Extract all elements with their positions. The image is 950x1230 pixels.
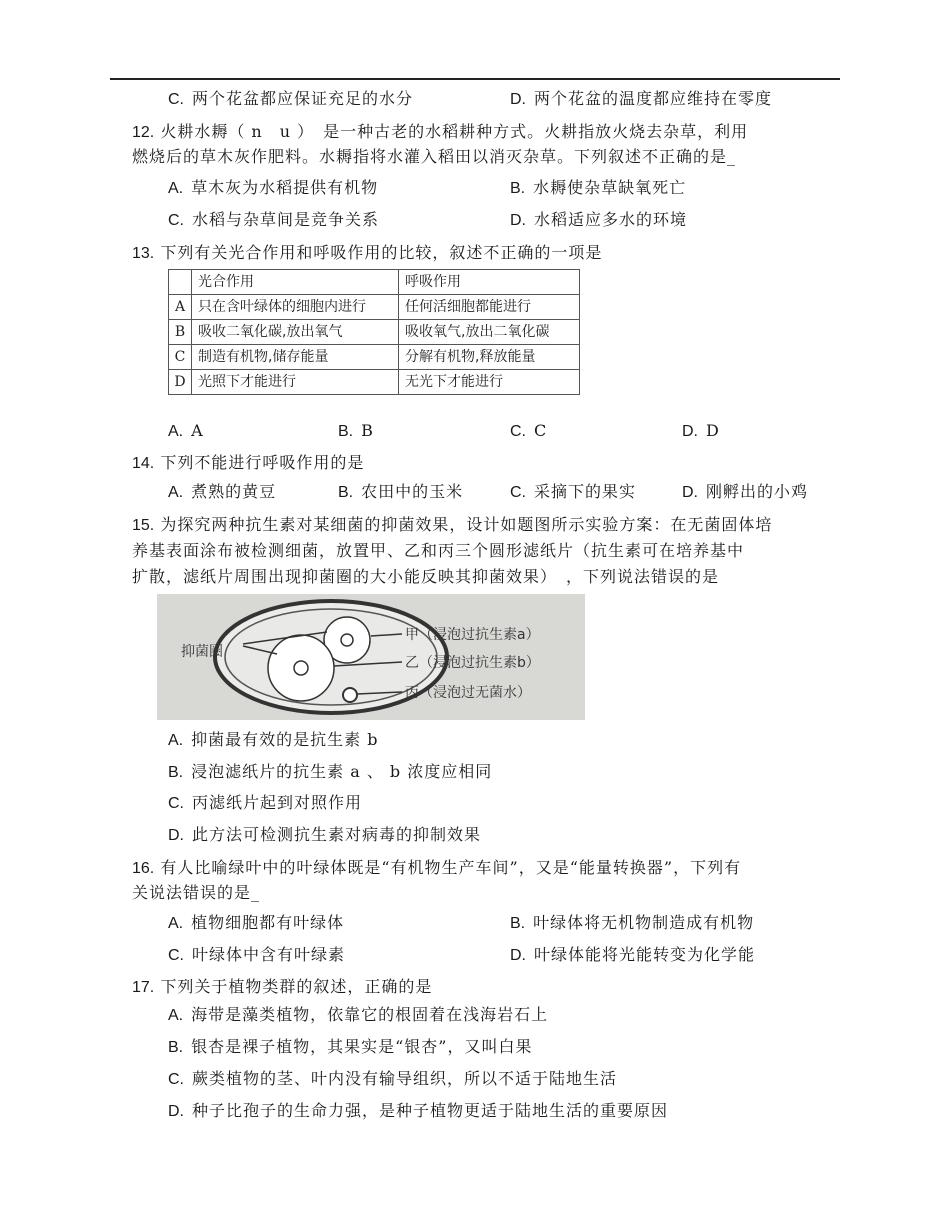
table-cell: C [169, 345, 192, 370]
q12-option-b[interactable]: B. 水耨使杂草缺氧死亡 [510, 178, 687, 197]
q14-stem: 14. 下列不能进行呼吸作用的是 [132, 453, 365, 472]
q12-option-c[interactable]: C. 水稻与杂草间是竞争关系 [168, 210, 380, 229]
q16-option-a[interactable]: A. 植物细胞都有叶绿体 [168, 913, 345, 932]
q15-option-b[interactable]: B. 浸泡滤纸片的抗生素 a 、 b 浓度应相同 [168, 762, 493, 781]
label-bing: 丙（浸泡过无菌水） [405, 685, 531, 701]
table-header-row [169, 270, 580, 295]
q17-option-a[interactable]: A. 海带是藻类植物，依靠它的根固着在浅海岩石上 [168, 1005, 549, 1024]
q11-option-c[interactable]: C. 两个花盆都应保证充足的水分 [168, 89, 414, 108]
table-header-cell [169, 270, 192, 295]
table-cell: 只在含叶绿体的细胞内进行 [192, 295, 399, 320]
table-cell: 吸收二氧化碳,放出氧气 [192, 320, 399, 345]
table-cell: 制造有机物,储存能量 [192, 345, 399, 370]
q15-option-a[interactable]: A. 抑菌最有效的是抗生素 b [168, 730, 379, 749]
q12-stem-line2: 燃烧后的草木灰作肥料。水耨指将水灌入稻田以消灭杂草。下列叙述不正确的是_ [132, 147, 737, 166]
q16-option-b[interactable]: B. 叶绿体将无机物制造成有机物 [510, 913, 755, 932]
table-cell: A [169, 295, 192, 320]
q14-option-d[interactable]: D. 刚孵出的小鸡 [682, 482, 809, 501]
table-row [169, 345, 580, 370]
table-cell: B [169, 320, 192, 345]
q16-stem-line1: 16. 有人比喻绿叶中的叶绿体既是“有机物生产车间”，又是“能量转换器”，下列有 [132, 858, 742, 877]
zone-label: 抑菌圈 [181, 644, 223, 660]
table-cell: 光照下才能进行 [192, 370, 399, 395]
table-header-cell: 光合作用 [192, 270, 399, 295]
petri-dish-diagram [157, 594, 585, 720]
q17-option-b[interactable]: B. 银杏是裸子植物，其果实是“银杏”，又叫白果 [168, 1037, 533, 1056]
q17-stem: 17. 下列关于植物类群的叙述，正确的是 [132, 977, 433, 996]
table-cell: 无光下才能进行 [399, 370, 580, 395]
q13-option-b[interactable]: B. B [338, 421, 374, 440]
table-row [169, 320, 580, 345]
q16-stem-line2: 关说法错误的是_ [132, 883, 261, 902]
q15-stem-line1: 15. 为探究两种抗生素对某细菌的抑菌效果，设计如题图所示实验方案：在无菌固体培 [132, 515, 773, 534]
q15-option-c[interactable]: C. 丙滤纸片起到对照作用 [168, 793, 363, 812]
q13-comparison-table [168, 269, 580, 395]
q15-option-d[interactable]: D. 此方法可检测抗生素对病毒的抑制效果 [168, 825, 482, 844]
q13-stem: 13. 下列有关光合作用和呼吸作用的比较，叙述不正确的一项是 [132, 243, 603, 262]
q13-option-c[interactable]: C. C [510, 421, 548, 440]
q14-option-b[interactable]: B. 农田中的玉米 [338, 482, 464, 501]
table-header-cell: 呼吸作用 [399, 270, 580, 295]
table-cell: 吸收氧气,放出二氧化碳 [399, 320, 580, 345]
q15-stem-line2: 养基表面涂布被检测细菌，放置甲、乙和丙三个圆形滤纸片（抗生素可在培养基中 [132, 541, 745, 560]
label-jia: 甲（浸泡过抗生素a） [405, 627, 540, 643]
q15-stem-line3: 扩散，滤纸片周围出现抑菌圈的大小能反映其抑菌效果） ，下列说法错误的是 [132, 567, 720, 586]
petri-dish-figure [157, 594, 585, 720]
filter-paper-yi [294, 661, 308, 675]
label-yi: 乙（浸泡过抗生素b） [405, 655, 540, 671]
q16-option-c[interactable]: C. 叶绿体中含有叶绿素 [168, 945, 346, 964]
table-row [169, 295, 580, 320]
filter-paper-bing [343, 688, 357, 702]
q12-option-d[interactable]: D. 水稻适应多水的环境 [510, 210, 688, 229]
filter-paper-jia [341, 634, 353, 646]
table-cell: D [169, 370, 192, 395]
table-row [169, 370, 580, 395]
q16-option-d[interactable]: D. 叶绿体能将光能转变为化学能 [510, 945, 756, 964]
q13-option-a[interactable]: A. A [168, 421, 204, 440]
q11-option-d[interactable]: D. 两个花盆的温度都应维持在零度 [510, 89, 773, 108]
table-cell: 任何活细胞都能进行 [399, 295, 580, 320]
q13-option-d[interactable]: D. D [682, 421, 720, 440]
q12-option-a[interactable]: A. 草木灰为水稻提供有机物 [168, 178, 379, 197]
table-cell: 分解有机物,释放能量 [399, 345, 580, 370]
q12-stem-line1: 12. 火耕水耨（ n u ） 是一种古老的水稻耕种方式。火耕指放火烧去杂草，利用 [132, 122, 749, 141]
q17-option-c[interactable]: C. 蕨类植物的茎、叶内没有输导组织，所以不适于陆地生活 [168, 1069, 618, 1088]
q14-option-c[interactable]: C. 采摘下的果实 [510, 482, 637, 501]
q17-option-d[interactable]: D. 种子比孢子的生命力强，是种子植物更适于陆地生活的重要原因 [168, 1101, 669, 1120]
q14-option-a[interactable]: A. 煮熟的黄豆 [168, 482, 277, 501]
header-rule [110, 78, 840, 80]
